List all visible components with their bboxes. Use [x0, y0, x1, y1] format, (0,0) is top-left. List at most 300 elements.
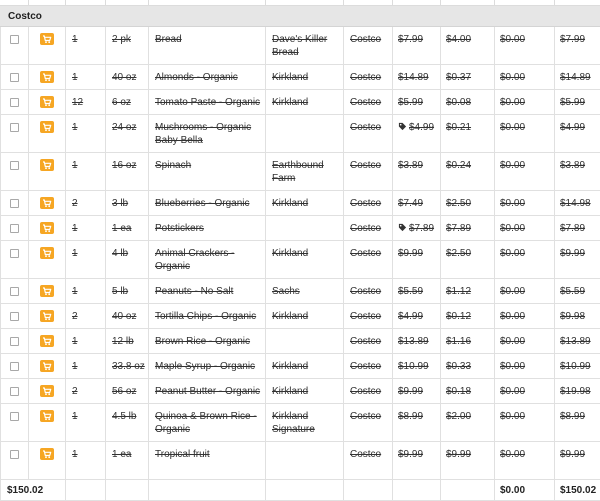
unit-price-cell	[441, 241, 495, 279]
name-cell[interactable]	[149, 153, 266, 191]
item-total: $7.89	[560, 216, 600, 235]
table-row[interactable]	[1, 241, 600, 279]
row-checkbox[interactable]	[10, 249, 19, 258]
price-cell[interactable]	[393, 379, 441, 404]
size-cell[interactable]	[106, 153, 149, 191]
qty-cell[interactable]	[66, 379, 106, 404]
item-qty: 1	[72, 153, 105, 172]
total-cell	[555, 115, 600, 153]
item-qty: 12	[72, 90, 105, 109]
item-coupon: $0.00	[500, 115, 554, 134]
row-checkbox[interactable]	[10, 35, 19, 44]
store-cell[interactable]	[344, 115, 393, 153]
item-coupon: $0.00	[500, 442, 554, 461]
table-row[interactable]	[1, 329, 600, 354]
group-header-costco[interactable]	[0, 6, 600, 27]
item-brand: Kirkland Signature	[272, 404, 343, 436]
size-cell[interactable]	[106, 65, 149, 90]
store-cell[interactable]	[344, 379, 393, 404]
size-cell[interactable]	[106, 379, 149, 404]
item-store: Costco	[350, 27, 392, 46]
table-row[interactable]	[1, 90, 600, 115]
cart-button[interactable]	[40, 96, 54, 108]
item-total: $9.99	[560, 241, 600, 260]
table-row[interactable]	[1, 216, 600, 241]
row-checkbox-cell	[1, 115, 29, 153]
cart-button[interactable]	[40, 360, 54, 372]
total-cell	[555, 404, 600, 442]
price-cell[interactable]	[393, 279, 441, 304]
store-cell[interactable]	[344, 90, 393, 115]
item-qty: 1	[72, 115, 105, 134]
item-qty: 1	[72, 404, 105, 423]
store-cell[interactable]	[344, 241, 393, 279]
unit-price-cell	[441, 115, 495, 153]
item-name: Tortilla Chips - Organic	[155, 304, 265, 323]
brand-cell[interactable]	[266, 27, 344, 65]
row-checkbox[interactable]	[10, 98, 19, 107]
row-checkbox-cell	[1, 153, 29, 191]
row-checkbox[interactable]	[10, 362, 19, 371]
table-row[interactable]	[1, 191, 600, 216]
size-cell[interactable]	[106, 304, 149, 329]
brand-cell[interactable]	[266, 304, 344, 329]
item-store: Costco	[350, 404, 392, 423]
row-checkbox[interactable]	[10, 161, 19, 170]
coupon-cell[interactable]	[495, 90, 555, 115]
item-name: Blueberries - Organic	[155, 191, 265, 210]
total-cell	[555, 354, 600, 379]
name-cell[interactable]	[149, 404, 266, 442]
store-cell[interactable]	[344, 304, 393, 329]
brand-cell[interactable]	[266, 191, 344, 216]
item-unit-price: $0.37	[446, 65, 494, 84]
table-row[interactable]	[1, 442, 600, 480]
qty-cell[interactable]	[66, 90, 106, 115]
coupon-cell[interactable]	[495, 65, 555, 90]
item-unit-price: $0.12	[446, 304, 494, 323]
cart-button[interactable]	[40, 335, 54, 347]
qty-cell[interactable]	[66, 404, 106, 442]
brand-cell[interactable]	[266, 153, 344, 191]
cart-cell	[29, 379, 66, 404]
row-checkbox-cell	[1, 329, 29, 354]
table-row[interactable]	[1, 404, 600, 442]
name-cell[interactable]	[149, 27, 266, 65]
item-name: Spinach	[155, 153, 265, 172]
price-cell[interactable]	[393, 442, 441, 480]
table-row[interactable]	[1, 65, 600, 90]
brand-cell[interactable]	[266, 404, 344, 442]
cart-button[interactable]	[40, 247, 54, 259]
size-cell[interactable]	[106, 404, 149, 442]
total-cell	[555, 90, 600, 115]
name-cell[interactable]	[149, 191, 266, 216]
size-cell[interactable]	[106, 191, 149, 216]
row-checkbox[interactable]	[10, 123, 19, 132]
store-cell[interactable]	[344, 279, 393, 304]
item-unit-price: $0.24	[446, 153, 494, 172]
price-cell[interactable]	[393, 27, 441, 65]
store-cell[interactable]	[344, 153, 393, 191]
price-cell[interactable]	[393, 216, 441, 241]
row-checkbox[interactable]	[10, 199, 19, 208]
item-name: Maple Syrup - Organic	[155, 354, 265, 373]
coupon-cell[interactable]	[495, 279, 555, 304]
item-qty: 1	[72, 65, 105, 84]
total-cell	[555, 304, 600, 329]
row-checkbox[interactable]	[10, 412, 19, 421]
item-name: Almonds - Organic	[155, 65, 265, 84]
coupon-cell[interactable]	[495, 442, 555, 480]
store-cell[interactable]	[344, 216, 393, 241]
item-coupon: $0.00	[500, 329, 554, 348]
qty-cell[interactable]	[66, 354, 106, 379]
item-qty: 1	[72, 329, 105, 348]
cart-cell	[29, 442, 66, 480]
item-brand: Kirkland	[272, 354, 343, 373]
name-cell[interactable]	[149, 216, 266, 241]
total-cell	[555, 153, 600, 191]
grand-total-cell	[555, 480, 600, 501]
cart-button[interactable]	[40, 71, 54, 83]
item-size: 1 ea	[112, 216, 148, 235]
cart-cell	[29, 191, 66, 216]
totals-row	[1, 480, 600, 501]
item-price: $5.59	[398, 286, 423, 297]
name-cell[interactable]	[149, 329, 266, 354]
item-size: 16 oz	[112, 153, 148, 172]
name-cell[interactable]	[149, 90, 266, 115]
cart-button[interactable]	[40, 197, 54, 209]
qty-cell[interactable]	[66, 442, 106, 480]
name-cell[interactable]	[149, 379, 266, 404]
coupon-total-cell	[495, 480, 555, 501]
item-qty: 1	[72, 442, 105, 461]
cart-button[interactable]	[40, 222, 54, 234]
shopping-list-table	[0, 27, 600, 501]
brand-cell[interactable]	[266, 329, 344, 354]
unit-price-cell	[441, 27, 495, 65]
store-cell[interactable]	[344, 65, 393, 90]
item-coupon: $0.00	[500, 304, 554, 323]
item-coupon: $0.00	[500, 404, 554, 423]
cart-cell	[29, 27, 66, 65]
item-name: Mushrooms - Organic Baby Bella	[155, 115, 265, 147]
size-cell[interactable]	[106, 442, 149, 480]
brand-cell[interactable]	[266, 442, 344, 480]
subtotal-value: $150.02	[7, 480, 65, 497]
item-qty: 1	[72, 279, 105, 298]
cart-button[interactable]	[40, 385, 54, 397]
price-cell[interactable]	[393, 153, 441, 191]
item-name: Tropical fruit	[155, 442, 265, 461]
total-cell	[555, 191, 600, 216]
store-cell[interactable]	[344, 191, 393, 216]
name-cell[interactable]	[149, 304, 266, 329]
row-checkbox-cell	[1, 241, 29, 279]
item-price: $4.99	[398, 311, 423, 322]
row-checkbox-cell	[1, 191, 29, 216]
size-cell[interactable]	[106, 354, 149, 379]
cart-button[interactable]	[40, 410, 54, 422]
item-store: Costco	[350, 442, 392, 461]
row-checkbox[interactable]	[10, 337, 19, 346]
item-qty: 1	[72, 241, 105, 260]
cart-cell	[29, 279, 66, 304]
item-total: $3.89	[560, 153, 600, 172]
unit-price-cell	[441, 153, 495, 191]
name-cell[interactable]	[149, 279, 266, 304]
table-row[interactable]	[1, 304, 600, 329]
row-checkbox-cell	[1, 27, 29, 65]
row-checkbox[interactable]	[10, 312, 19, 321]
item-coupon: $0.00	[500, 216, 554, 235]
name-cell[interactable]	[149, 115, 266, 153]
coupon-cell[interactable]	[495, 241, 555, 279]
item-unit-price: $9.99	[446, 442, 494, 461]
table-row[interactable]	[1, 27, 600, 65]
item-coupon: $0.00	[500, 279, 554, 298]
item-unit-price: $2.50	[446, 241, 494, 260]
coupon-cell[interactable]	[495, 115, 555, 153]
coupon-cell[interactable]	[495, 304, 555, 329]
price-cell[interactable]	[393, 90, 441, 115]
row-checkbox[interactable]	[10, 73, 19, 82]
table-row[interactable]	[1, 115, 600, 153]
item-brand: Sachs	[272, 279, 343, 298]
item-name: Peanut Butter - Organic	[155, 379, 265, 398]
item-coupon: $0.00	[500, 379, 554, 398]
total-cell	[555, 279, 600, 304]
cart-button[interactable]	[40, 448, 54, 460]
price-cell[interactable]	[393, 191, 441, 216]
item-price: $9.99	[398, 248, 423, 259]
row-checkbox-cell	[1, 354, 29, 379]
price-cell[interactable]	[393, 241, 441, 279]
row-checkbox-cell	[1, 404, 29, 442]
brand-cell[interactable]	[266, 241, 344, 279]
item-size: 33.8 oz	[112, 354, 148, 373]
item-coupon: $0.00	[500, 65, 554, 84]
item-store: Costco	[350, 379, 392, 398]
item-coupon: $0.00	[500, 191, 554, 210]
qty-cell[interactable]	[66, 191, 106, 216]
brand-cell[interactable]	[266, 115, 344, 153]
item-coupon: $0.00	[500, 241, 554, 260]
row-checkbox-cell	[1, 279, 29, 304]
item-price: $10.99	[398, 361, 429, 372]
price-cell[interactable]	[393, 115, 441, 153]
item-price: $13.89	[398, 336, 429, 347]
item-qty: 2	[72, 379, 105, 398]
item-brand: Kirkland	[272, 191, 343, 210]
row-checkbox[interactable]	[10, 224, 19, 233]
price-cell[interactable]	[393, 404, 441, 442]
brand-cell[interactable]	[266, 379, 344, 404]
coupon-total-value: $0.00	[500, 480, 554, 497]
store-cell[interactable]	[344, 404, 393, 442]
cart-cell	[29, 404, 66, 442]
unit-price-cell	[441, 65, 495, 90]
qty-cell[interactable]	[66, 241, 106, 279]
brand-cell[interactable]	[266, 216, 344, 241]
size-cell[interactable]	[106, 241, 149, 279]
coupon-cell[interactable]	[495, 216, 555, 241]
item-unit-price: $0.18	[446, 379, 494, 398]
item-unit-price: $0.21	[446, 115, 494, 134]
item-name: Bread	[155, 27, 265, 46]
size-cell[interactable]	[106, 216, 149, 241]
item-brand	[272, 329, 343, 335]
subtotal-cell	[1, 480, 66, 501]
coupon-cell[interactable]	[495, 404, 555, 442]
store-cell[interactable]	[344, 329, 393, 354]
coupon-cell[interactable]	[495, 329, 555, 354]
item-total: $19.98	[560, 379, 600, 398]
name-cell[interactable]	[149, 354, 266, 379]
cart-button[interactable]	[40, 33, 54, 45]
cart-cell	[29, 329, 66, 354]
coupon-cell[interactable]	[495, 191, 555, 216]
item-price: $9.99	[398, 449, 423, 460]
item-brand: Kirkland	[272, 241, 343, 260]
name-cell[interactable]	[149, 442, 266, 480]
item-store: Costco	[350, 279, 392, 298]
item-store: Costco	[350, 90, 392, 109]
item-name: Potstickers	[155, 216, 265, 235]
unit-price-cell	[441, 279, 495, 304]
size-cell[interactable]	[106, 329, 149, 354]
store-cell[interactable]	[344, 27, 393, 65]
row-checkbox[interactable]	[10, 450, 19, 459]
table-row[interactable]	[1, 379, 600, 404]
item-brand	[272, 442, 343, 448]
coupon-cell[interactable]	[495, 153, 555, 191]
qty-cell[interactable]	[66, 153, 106, 191]
coupon-cell[interactable]	[495, 379, 555, 404]
item-unit-price: $1.16	[446, 329, 494, 348]
qty-cell[interactable]	[66, 115, 106, 153]
name-cell[interactable]	[149, 65, 266, 90]
item-qty: 2	[72, 304, 105, 323]
cart-button[interactable]	[40, 121, 54, 133]
item-size: 12 lb	[112, 329, 148, 348]
item-coupon: $0.00	[500, 27, 554, 46]
item-price: $14.89	[398, 72, 429, 83]
item-store: Costco	[350, 153, 392, 172]
unit-price-cell	[441, 329, 495, 354]
item-brand: Kirkland	[272, 65, 343, 84]
unit-price-cell	[441, 354, 495, 379]
coupon-cell[interactable]	[495, 354, 555, 379]
store-cell[interactable]	[344, 442, 393, 480]
item-total: $7.99	[560, 27, 600, 46]
tag-icon	[398, 122, 407, 131]
brand-cell[interactable]	[266, 279, 344, 304]
item-price: $3.89	[398, 160, 423, 171]
table-row[interactable]	[1, 354, 600, 379]
item-size: 3 lb	[112, 191, 148, 210]
store-cell[interactable]	[344, 354, 393, 379]
item-total: $10.99	[560, 354, 600, 373]
cart-button[interactable]	[40, 310, 54, 322]
unit-price-cell	[441, 379, 495, 404]
price-cell[interactable]	[393, 329, 441, 354]
qty-cell[interactable]	[66, 65, 106, 90]
item-unit-price: $7.89	[446, 216, 494, 235]
cart-cell	[29, 90, 66, 115]
item-total: $5.59	[560, 279, 600, 298]
table-row[interactable]	[1, 279, 600, 304]
qty-cell[interactable]	[66, 279, 106, 304]
item-qty: 2	[72, 191, 105, 210]
item-store: Costco	[350, 191, 392, 210]
size-cell[interactable]	[106, 115, 149, 153]
size-cell[interactable]	[106, 27, 149, 65]
item-size: 40 oz	[112, 304, 148, 323]
size-cell[interactable]	[106, 279, 149, 304]
item-size: 4.5 lb	[112, 404, 148, 423]
item-store: Costco	[350, 304, 392, 323]
price-cell[interactable]	[393, 65, 441, 90]
cart-cell	[29, 241, 66, 279]
item-store: Costco	[350, 354, 392, 373]
item-unit-price: $0.08	[446, 90, 494, 109]
item-store: Costco	[350, 329, 392, 348]
brand-cell[interactable]	[266, 354, 344, 379]
unit-price-cell	[441, 216, 495, 241]
item-coupon: $0.00	[500, 354, 554, 373]
item-store: Costco	[350, 241, 392, 260]
item-name: Animal Crackers - Organic	[155, 241, 265, 273]
total-cell	[555, 329, 600, 354]
item-total: $14.89	[560, 65, 600, 84]
cart-cell	[29, 115, 66, 153]
item-size: 24 oz	[112, 115, 148, 134]
item-qty: 1	[72, 216, 105, 235]
name-cell[interactable]	[149, 241, 266, 279]
item-total: $5.99	[560, 90, 600, 109]
item-brand: Earthbound Farm	[272, 153, 343, 185]
qty-cell[interactable]	[66, 216, 106, 241]
total-cell	[555, 216, 600, 241]
cart-cell	[29, 153, 66, 191]
qty-cell[interactable]	[66, 27, 106, 65]
brand-cell[interactable]	[266, 90, 344, 115]
row-checkbox[interactable]	[10, 287, 19, 296]
brand-cell[interactable]	[266, 65, 344, 90]
qty-cell[interactable]	[66, 304, 106, 329]
qty-cell[interactable]	[66, 329, 106, 354]
row-checkbox-cell	[1, 65, 29, 90]
cart-button[interactable]	[40, 159, 54, 171]
row-checkbox[interactable]	[10, 387, 19, 396]
item-total: $8.99	[560, 404, 600, 423]
item-total: $9.98	[560, 304, 600, 323]
coupon-cell[interactable]	[495, 27, 555, 65]
item-price: $7.89	[409, 223, 434, 234]
price-cell[interactable]	[393, 304, 441, 329]
tag-icon	[398, 223, 407, 232]
table-row[interactable]	[1, 153, 600, 191]
unit-price-cell	[441, 404, 495, 442]
price-cell[interactable]	[393, 354, 441, 379]
cart-button[interactable]	[40, 285, 54, 297]
item-unit-price: $2.00	[446, 404, 494, 423]
size-cell[interactable]	[106, 90, 149, 115]
item-size: 56 oz	[112, 379, 148, 398]
